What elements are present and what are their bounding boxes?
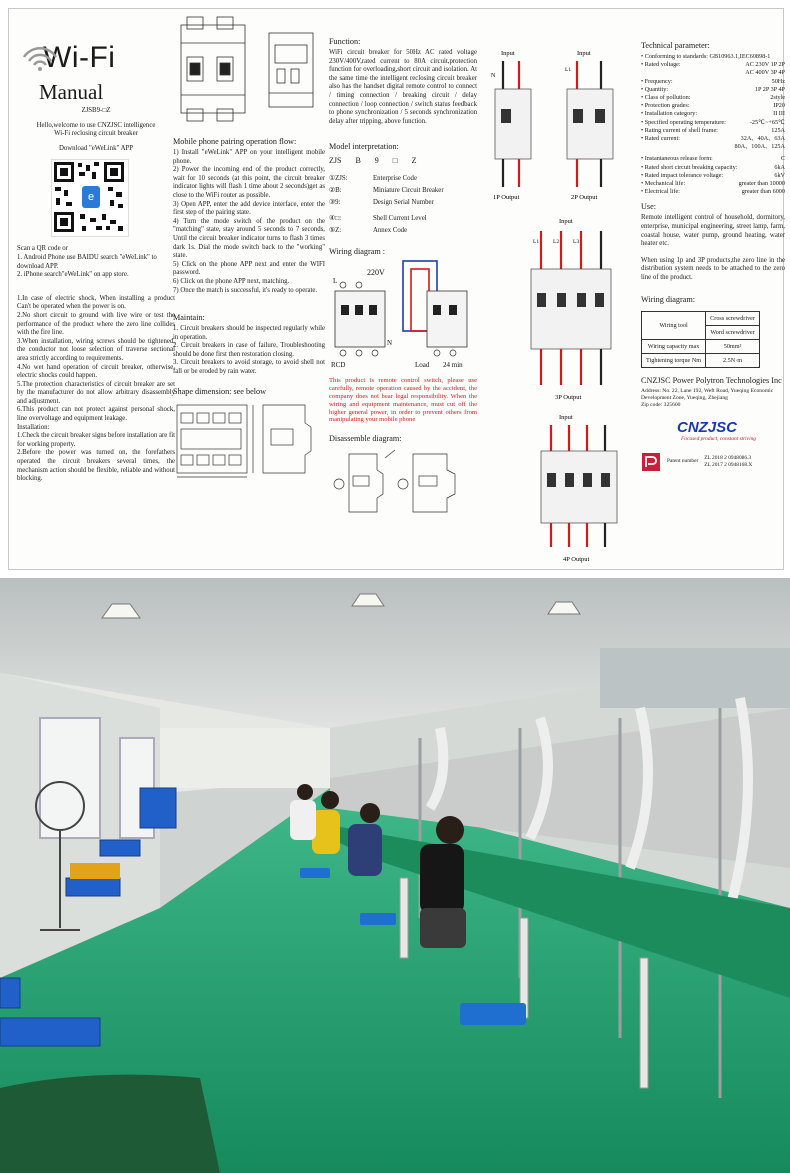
model-number: ZJSB9-□Z [81, 107, 111, 114]
table-cell: Tightening torque Nm [642, 353, 706, 367]
manual-column-specs [637, 9, 789, 569]
model-item: ⑤Z: Annex Code [329, 226, 408, 234]
connection-diagrams [477, 47, 633, 567]
model-code [329, 156, 477, 165]
spec-row: • Rating current of shell frame: 125A [641, 126, 785, 134]
table-row [642, 311, 760, 325]
model-item: ④□: Shell Current Level [329, 215, 427, 223]
use-text-2: When using 1p and 3P products,the zero line in the distribution system needs to be attached to the zero line of the product. [641, 256, 785, 282]
wiring-table-title: Wiring diagram: [641, 294, 696, 304]
ewelink-app-icon: e [82, 186, 100, 208]
input-label: Input [501, 50, 515, 57]
pairing-steps [173, 149, 325, 295]
spec-row: • Electrical life: greater than 6000 [641, 188, 785, 196]
pairing-step: 5) Click on the phone APP next and enter the WIFI password. [173, 260, 325, 277]
patent-number: ZL 2018 2 0948086.3 [704, 454, 752, 461]
patent-numbers [704, 455, 752, 469]
output-2p-label: 2P Output [571, 194, 598, 201]
model-items [329, 175, 477, 235]
factory-scene [0, 578, 790, 1173]
cnzjsc-logo: CNZJSC [677, 418, 738, 436]
pairing-step: 1) Install "eWeLink" APP on your intelligent mobile phone. [173, 149, 325, 165]
table-row [642, 353, 760, 367]
input-label: Input [577, 50, 591, 57]
pairing-step: 7) Once the match is successful, it's ready to operate. [173, 286, 318, 294]
wiring-n-label: N [387, 339, 393, 348]
safety-item: 4.No wet hand operation of circuit breaker, otherwise, electric shocks could happen. [17, 363, 175, 380]
use-text: Remote intelligent control of household, dormitory, enterprise, municipal engineering, street lamp, farm, coastal house, water pump, ground heating, water heater etc. [641, 214, 785, 248]
table-cell: Cross screwdriver [706, 311, 760, 325]
model-code-part: 9 [374, 156, 379, 166]
spec-row: • Instantaneous release form: C [641, 155, 785, 163]
scan-iphone: 2. iPhone search"eWeLink" on app store. [17, 271, 129, 279]
spec-row: AC 400V 3P 4P [745, 69, 785, 77]
model-code-part: ZJS [329, 156, 342, 166]
company-zip: Zip code: 325600 [641, 401, 681, 408]
safety-item: 1.In case of electric shock, When installing a product Can't be operated when the power is on. [17, 294, 175, 311]
diagram-3p [531, 218, 611, 401]
l1-label: L1 [533, 239, 540, 245]
manual-column-connections [475, 9, 639, 569]
scan-title: Scan a QR code or [17, 245, 68, 253]
spec-row: • Frequency: 50Hz [641, 77, 785, 85]
patent-label: Patent number [667, 458, 699, 465]
model-code-part: □ [392, 156, 398, 166]
qr-code[interactable] [51, 159, 129, 237]
input-label: Input [559, 218, 573, 225]
wiring-time-label: 24 min [443, 361, 463, 370]
l1-label: L1 [565, 67, 572, 73]
wiring-voltage-label: 220V [367, 268, 385, 278]
disassemble-diagram [329, 446, 473, 516]
wiring-rcd-label: RCD [331, 361, 346, 370]
output-4p-label: 4P Output [563, 556, 590, 563]
model-item: ②B: Miniature Circuit Breaker [329, 186, 444, 194]
tech-param-list [641, 53, 785, 196]
download-text: Download "eWeLink" APP [58, 144, 134, 152]
disassemble-title: Disassemble diagram: [329, 434, 402, 444]
diagram-2p [565, 50, 613, 201]
pairing-step: 3) Open APP, enter the add device interface, enter the first step of the pairing state. [173, 200, 325, 217]
maintain-title: Maintain: [173, 313, 205, 323]
spec-row: • Rated current: 32A、40A、63A [641, 135, 785, 143]
spec-row: • Rated short circuit breaking capacity: 6kA [641, 163, 785, 171]
spec-row: • Class of pollution: 2style [641, 94, 785, 102]
installation-title: Installation: [17, 423, 50, 431]
function-title: Function: [329, 37, 361, 46]
manual-sheet [8, 8, 784, 570]
wiring-tool-table [641, 311, 760, 368]
shape-dimension-title: Shape dimension: see below [173, 386, 267, 396]
welcome-text-2: Wi-Fi reclosing circuit breaker [54, 130, 138, 138]
manual-heading: Manual [39, 80, 104, 104]
output-3p-label: 3P Output [555, 394, 582, 401]
safety-item: 6.This product can not protect against personal shock, line overvoltage and equipment leakage. [17, 406, 175, 423]
maintain-item: 2. Circuit breakers in case of failure, Troubleshooting should be done first then restoration closing. [173, 342, 325, 358]
spec-row: • Rated voltage: AC 230V 1P 2P [641, 61, 785, 69]
neutral-label: N [491, 73, 496, 79]
pairing-title: Mobile phone pairing operation flow: [173, 137, 297, 146]
table-cell: 2.5N·m [706, 353, 760, 367]
safety-item: 5.The protection characteristics of circuit breaker are set by the manufacturer do not allow arbitrary disassembly and adjustment. [17, 380, 175, 405]
model-item: ①ZJS: Enterprise Code [329, 175, 417, 183]
patent-number: ZL 2017 2 0948168.X [704, 461, 753, 468]
spec-row: • Mechanical life: greater than 10000 [641, 180, 785, 188]
installation-item: 1.Check the circuit breaker signs before installation are fit for working property. [17, 432, 175, 448]
safety-list [17, 295, 175, 484]
remote-control-warning: This product is remote control switch, please use carefully, remote operation caused by the accident, the company does not bear legal responsibility. When the wiring and equipment maintenance, must cut off the higher general power, in order to prevent others from manipulating your mobile phone [329, 377, 477, 424]
diagram-1p [491, 50, 531, 201]
diagram-4p [541, 414, 617, 563]
maintain-item: 1. Circuit breakers should be inspected regularly while in operation. [173, 325, 325, 341]
shape-dimension-drawing [173, 399, 317, 479]
model-item: ③9: Design Serial Number [329, 198, 434, 206]
patent-block [641, 452, 785, 472]
function-text: WiFi circuit breaker for 50Hz AC rated voltage 230V/400V,rated current to 80A circuit,protection function for overloading,short circuit and isolation. At the same time the intelligent reclosing circuit breaker also has the handset digital remote control to connect / timing connection / breaking circuit / delay connection / loop connection / switch status feedback to phone synchronization / 5 seconds synchronization delay after tripping, above function. [329, 49, 477, 125]
table-cell: Wiring tool [642, 311, 706, 339]
wiring-diagram-title: Wiring diagram : [329, 247, 386, 257]
spec-row: 80A、100A、125A [734, 143, 785, 151]
table-cell: Word screwdriver [706, 325, 760, 339]
maintain-item: 3. Circuit breakers to avoid storage, to avoid shell not fall or be eroded by rain water. [173, 359, 325, 376]
use-title: Use: [641, 202, 657, 212]
input-label: Input [559, 414, 573, 421]
factory-photo [0, 578, 790, 1173]
manual-column-function [325, 9, 481, 569]
wiring-load-label: Load [415, 361, 430, 370]
welcome-text: Hello,welcome to use CNZJSC intelligence [36, 121, 156, 129]
spec-row: • Quantity: 1P 2P 3P 4P [641, 85, 785, 93]
scan-android: 1. Android Phone use BAIDU search "eWeLink" to download APP. [17, 253, 157, 270]
rcd-wiring-diagram [329, 259, 473, 371]
patent-seal-icon [641, 452, 661, 472]
logo-slogan: Focused product, constant striving [681, 435, 756, 442]
l3-label: L3 [573, 239, 580, 245]
breaker-product-illustration [173, 13, 317, 133]
manual-column-intro [9, 9, 181, 569]
output-1p-label: 1P Output [493, 194, 520, 201]
model-code-part: Z [411, 156, 417, 166]
wifi-title: Wi-Fi [43, 41, 116, 74]
safety-item: 3.When installation, wiring screws should be tightened, the conductor not loose selection of traverse sectional area strictly according to requirements. [17, 337, 175, 362]
table-cell: Wiring capacity max [642, 339, 706, 353]
wifi-icon [21, 43, 59, 73]
model-interpretation-title: Model interpretation: [329, 142, 399, 152]
spec-row: • Protection grades: IP20 [641, 102, 785, 110]
spec-row: • Rated impact tolerance voltage: 6kV [641, 171, 785, 179]
spec-row: • Installation category: II III [641, 110, 785, 118]
company-name: CNZJSC Power Polytron Technologies Inc [641, 375, 782, 385]
pairing-step: 4) Turn the mode switch of the product on the "matching" state, stay around 5 seconds to 7 seconds, Until the circuit breaker indicator turns to flash 3 times dark 1s. Dial the mode switch back to the "working" state. [173, 217, 325, 260]
installation-item: 2.Before the power was turned on, the forefathers operated the circuit breakers several times, the mechanism action should be flexible, reliable and without blocking. [17, 449, 175, 483]
tech-param-title: Technical parameter: [641, 41, 710, 50]
wiring-l-label: L [333, 277, 338, 286]
table-row [642, 339, 760, 353]
pairing-step: 6) Click on the phone APP next, matching. [173, 277, 290, 285]
spec-row: • Specified operating temperature: -25℃~+65℃ [641, 118, 785, 126]
model-code-part: B [355, 156, 361, 166]
l2-label: L2 [553, 239, 560, 245]
safety-item: 2.No short circuit to ground with live wire or test the performance of the product where the zero line collides with the fire line. [17, 311, 175, 337]
table-cell: 50mm² [706, 339, 760, 353]
company-address: Address: No. 22, Lane 192, Weft Road, Yueqing Economic Development Zone, Yueqing, Zhejiang [641, 387, 774, 401]
spec-row: • Conforming to standards: GB10963.1,IEC60898-1 [641, 53, 771, 60]
pairing-step: 2) Power the incoming end of the product correctly, wait for 10 seconds (at this point, the circuit breaker indicator lights will flash 1 time about 2 seconds)get as close to the WiFi router as possible. [173, 166, 325, 199]
manual-column-pairing [169, 9, 329, 569]
